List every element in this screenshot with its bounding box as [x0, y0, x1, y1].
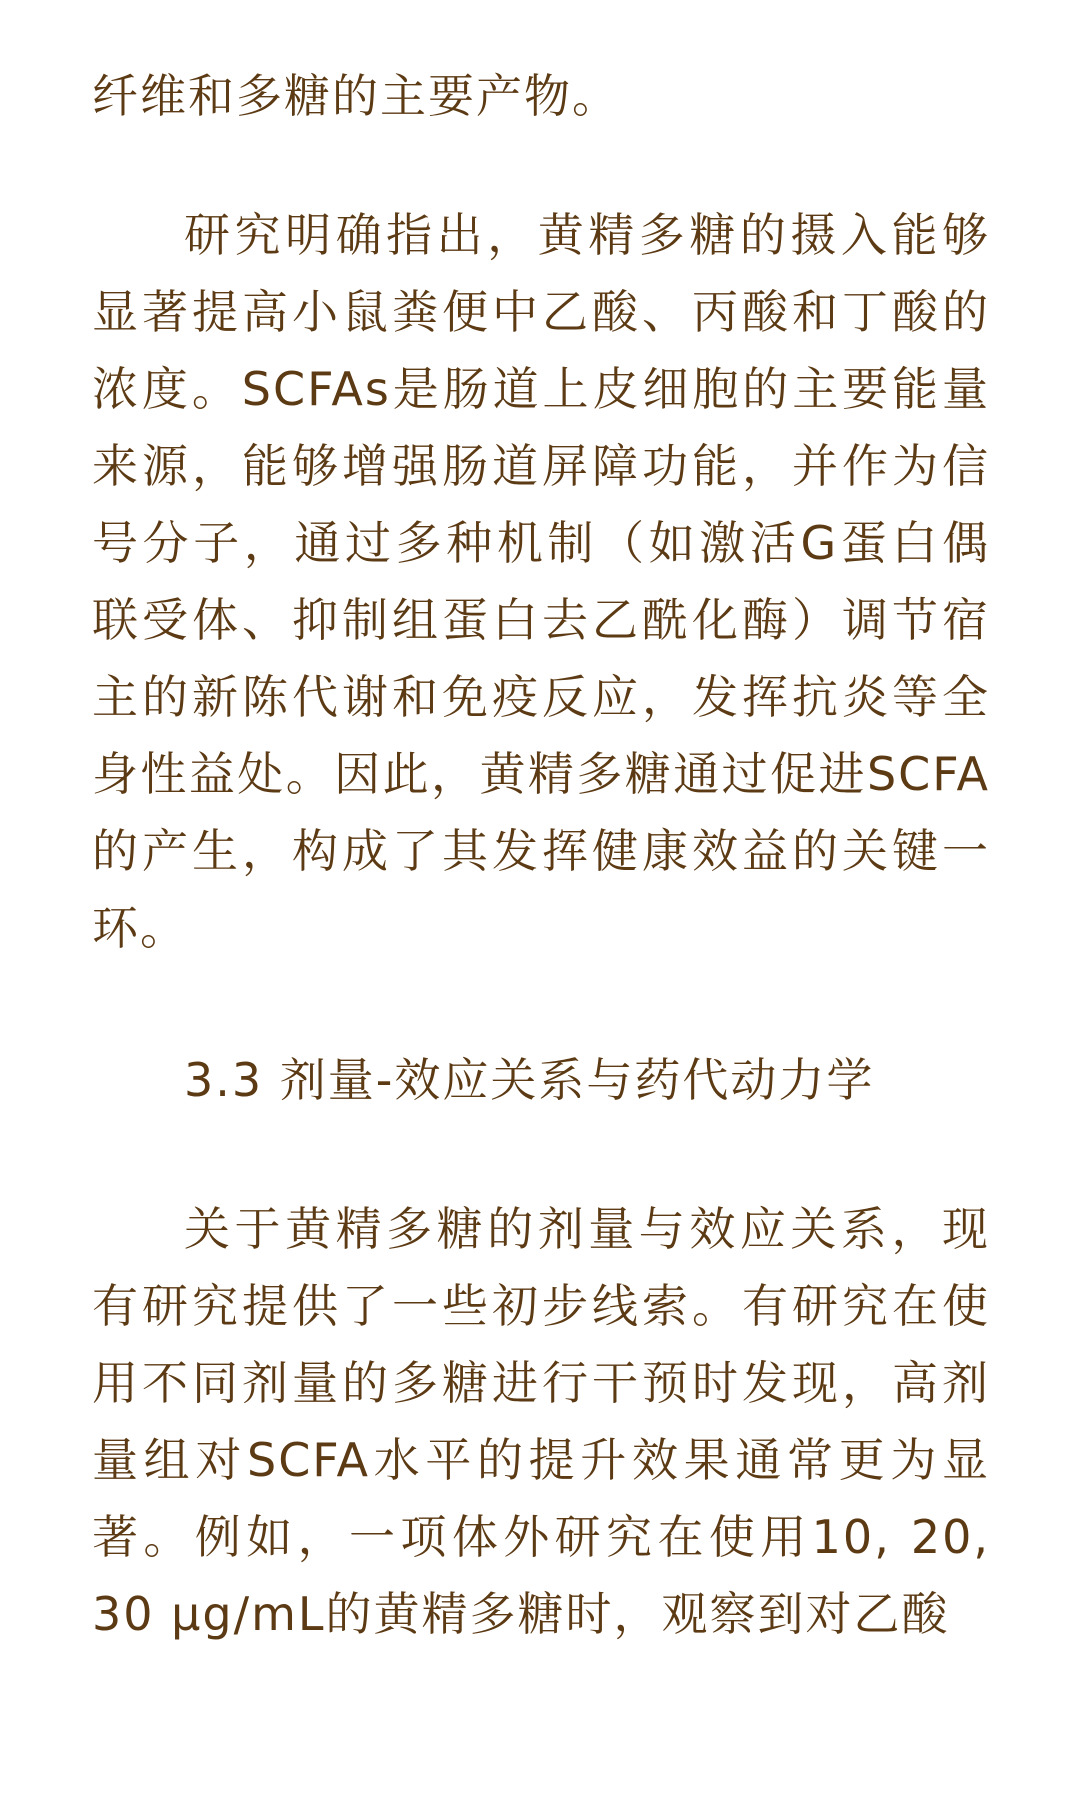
- paragraph-spacer: [92, 135, 990, 197]
- paragraph-scfa-effects: 研究明确指出，黄精多糖的摄入能够显著提高小鼠粪便中乙酸、丙酸和丁酸的浓度。SCFAs是肠道上皮细胞的主要能量来源，能够增强肠道屏障功能，并作为信号分子，通过多种机制（如激活G蛋白偶联受体、抑制组蛋白去乙酰化酶）调节宿主的新陈代谢和免疫反应，发挥抗炎等全身性益处。因此，黄精多糖通过促进SCFA的产生，构成了其发挥健康效益的关键一环。: [92, 208, 990, 955]
- section-heading: 3.3 剂量-效应关系与药代动力学: [184, 1053, 875, 1107]
- paragraph-spacer: [92, 967, 990, 1042]
- paragraph-continuation: 纤维和多糖的主要产物。: [92, 69, 620, 123]
- paragraph-spacer: [92, 1119, 990, 1191]
- paragraph-dose-response: 关于黄精多糖的剂量与效应关系，现有研究提供了一些初步线索。有研究在使用不同剂量的多糖进行干预时发现，高剂量组对SCFA水平的提升效果通常更为显著。例如，一项体外研究在使用10, 20, 30 μg/mL的黄精多糖时，观察到对乙酸: [92, 1202, 990, 1641]
- article-body: [92, 58, 990, 1653]
